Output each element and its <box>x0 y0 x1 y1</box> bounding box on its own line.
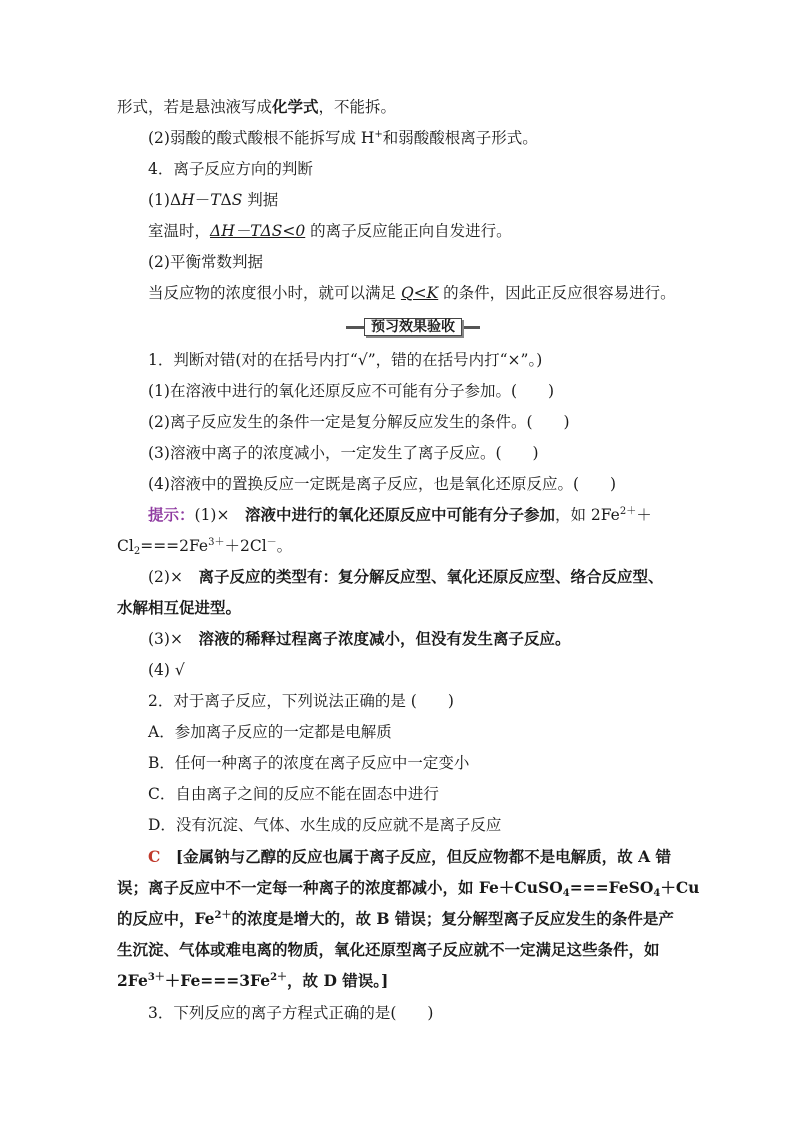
answer-line: 生沉淀、气体或难电离的物质，氧化还原型离子反应就不一定满足这些条件，如 <box>117 940 660 959</box>
question-stem: 1．判断对错(对的在括号内打“√”，错的在括号内打“×”。) <box>148 351 543 369</box>
question-stem: 3．下列反应的离子方程式正确的是( ) <box>148 1004 434 1022</box>
text-line: 当反应物的浓度很小时，就可以满足 Q<K 的条件，因此正反应很容易进行。 <box>148 284 676 302</box>
text-line: 形式，若是悬浊液写成化学式，不能拆。 <box>117 97 397 116</box>
text-line: (1)ΔH－TΔS 判据 <box>148 191 279 209</box>
hint-line: (2)× 离子反应的类型有：复分解反应型、氧化还原反应型、络合反应型、 <box>148 567 664 586</box>
section-heading: 4．离子反应方向的判断 <box>148 160 313 178</box>
hint-line: $Cl_2===2Fe^{3+}+2Cl^-$。 <box>117 537 293 557</box>
option-a: A．参加离子反应的一定都是电解质 <box>148 723 392 741</box>
question-stem: 2．对于离子反应，下列说法正确的是 ( ) <box>148 692 454 710</box>
question-item: (2)离子反应发生的条件一定是复分解反应发生的条件。( ) <box>148 413 570 431</box>
hint-line: 提示：(1)× 溶液中进行的氧化还原反应中可能有分子参加，如 $2Fe^{2+}+$ <box>148 505 652 524</box>
option-c: C．自由离子之间的反应不能在固态中进行 <box>148 785 439 803</box>
option-d: D．没有沉淀、气体、水生成的反应就不是离子反应 <box>148 816 502 834</box>
text-line: 室温时，ΔH－TΔS<0 的离子反应能正向自发进行。 <box>148 222 512 240</box>
text-line: (2)平衡常数判据 <box>148 253 263 271</box>
option-b: B．任何一种离子的浓度在离子反应中一定变小 <box>148 754 470 772</box>
text-line: (2)弱酸的酸式酸根不能拆写成 H+和弱酸酸根离子形式。 <box>148 129 538 147</box>
answer-line: 误；离子反应中不一定每一种离子的浓度都减小，如 Fe＋CuSO$_4$===FeSO$_4$＋Cu <box>117 878 700 899</box>
question-item: (4)溶液中的置换反应一定既是离子反应，也是氧化还原反应。( ) <box>148 475 617 493</box>
hint-line: (3)× 溶液的稀释过程离子浓度减小，但没有发生离子反应。 <box>148 629 571 648</box>
answer-line: C [金属钠与乙醇的反应也属于离子反应，但反应物都不是电解质，故 A 错 <box>148 847 671 866</box>
banner-title: 预习效果验收 <box>364 318 462 336</box>
question-item: (1)在溶液中进行的氧化还原反应不可能有分子参加。( ) <box>148 382 555 400</box>
answer-line: 的反应中，$Fe^{2+}$的浓度是增大的，故 B 错误；复分解型离子反应发生的条件是产 <box>117 909 674 928</box>
banner-bar-left <box>346 326 364 329</box>
question-item: (3)溶液中离子的浓度减小，一定发生了离子反应。( ) <box>148 444 539 462</box>
banner-bar-right <box>462 326 480 329</box>
hint-line: (4) √ <box>148 661 185 679</box>
answer-line: $2Fe^{3+}+Fe===3Fe^{2+}$，故 D 错误。] <box>117 971 389 990</box>
hint-line: 水解相互促进型。 <box>117 598 242 617</box>
section-banner <box>346 318 480 336</box>
